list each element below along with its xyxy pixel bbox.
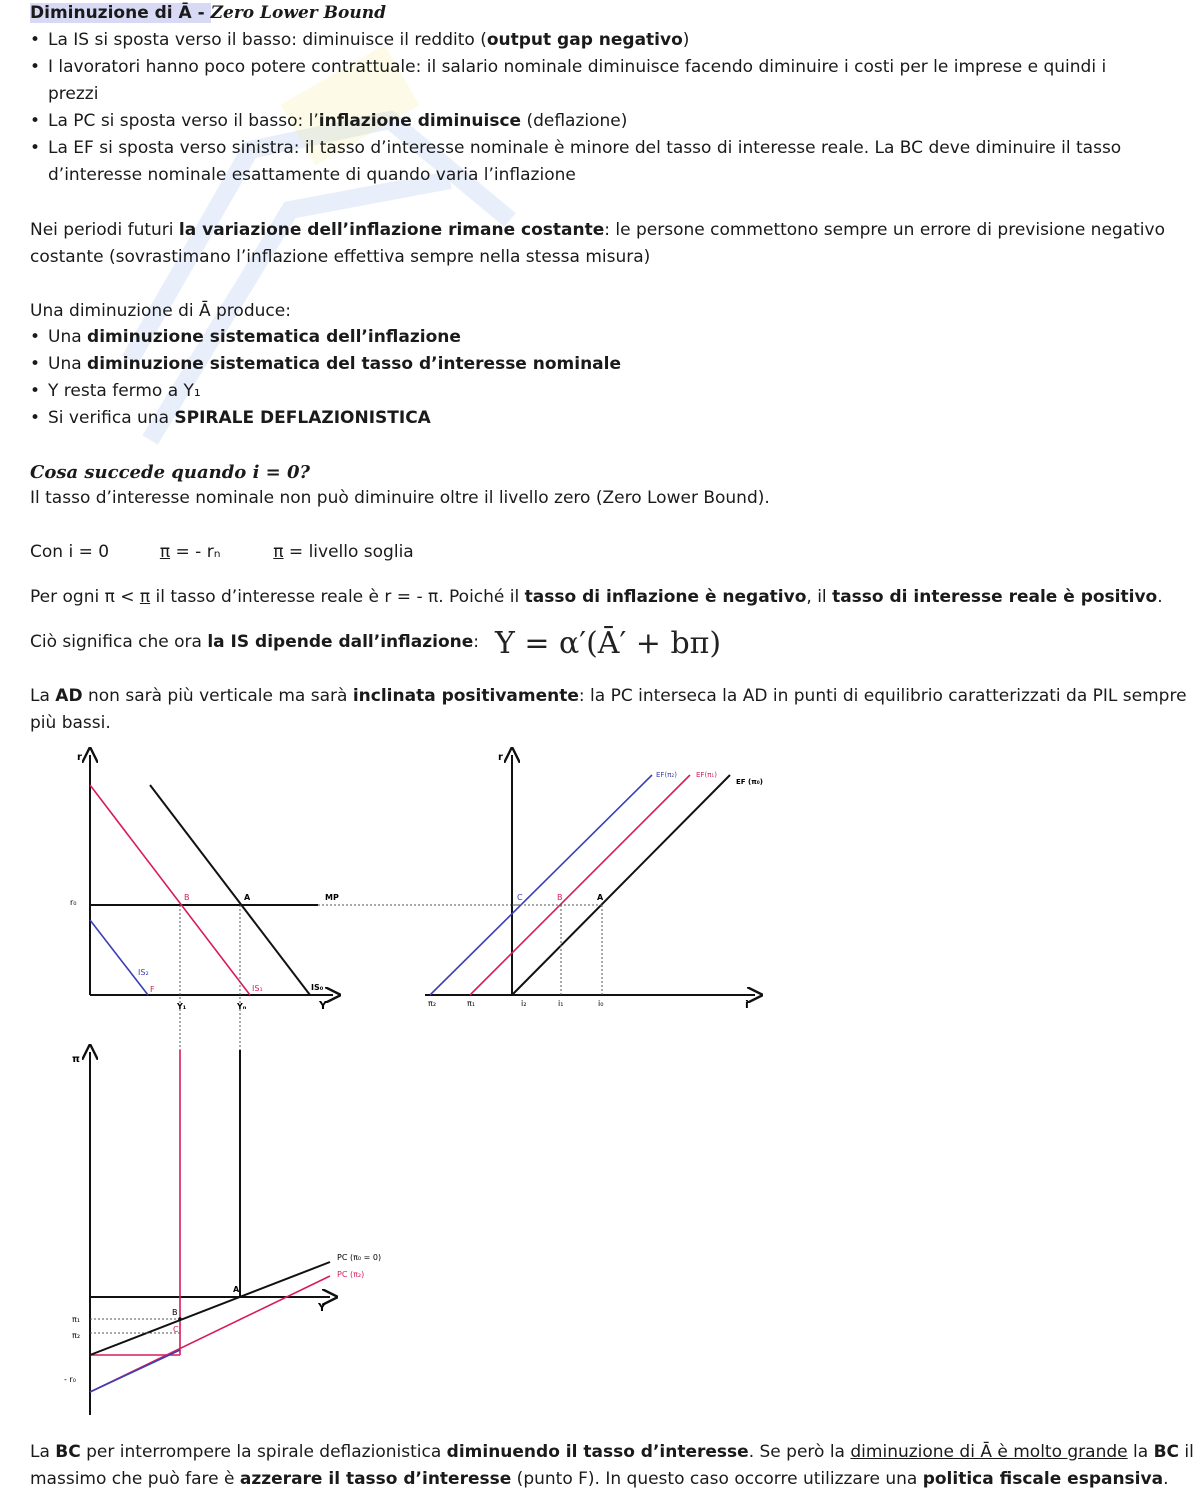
per-ogni-line: Per ogni π < π il tasso d’interesse reale è r = - π. Poiché il tasso di inflazione è negativo, il tasso di interesse reale è positivo.	[30, 587, 1163, 607]
pc-panel	[64, 1050, 381, 1415]
paragraph: Nei periodi futuri la variazione dell’inflazione rimane costante: le persone commettono sempre un errore di previsione negativo	[30, 220, 1165, 240]
is1-label: IS₁	[252, 984, 263, 993]
pc-point-c: C	[173, 1325, 179, 1334]
ef-point-b: B	[557, 893, 563, 902]
final-line2: massimo che può fare è azzerare il tasso d’interesse (punto F). In questo caso occorre utilizzare una politica fiscale espansiva.	[30, 1469, 1169, 1489]
ef2-label: EF(π₂)	[656, 771, 677, 779]
cio-line: Ciò significa che ora la IS dipende dall’inflazione:	[30, 632, 479, 652]
point-a: A	[244, 893, 251, 902]
pc-point-a: A	[233, 1285, 240, 1294]
list-intro: Una diminuzione di Ā produce:	[30, 301, 291, 321]
heading-prefix: Diminuzione di Ā -	[30, 3, 211, 23]
ef1-line	[470, 775, 690, 995]
pi2-label: π₂	[428, 999, 437, 1008]
r0-label: r₀	[70, 898, 77, 907]
yn-label: Yₙ	[237, 1002, 247, 1011]
is2-curve	[90, 920, 148, 995]
heading-italic: Zero Lower Bound	[210, 3, 386, 23]
ef-r-axis-label: r	[498, 752, 503, 763]
ef1-label: EF(π₁)	[696, 771, 717, 779]
pc-y-axis-label: Y	[318, 1301, 326, 1314]
ef-point-a: A	[597, 893, 604, 902]
ad-line: La AD non sarà più verticale ma sarà inclinata positivamente: la PC interseca la AD in punti di equilibrio caratterizzati da PIL sempre	[30, 686, 1187, 706]
y1-label: Y₁	[177, 1002, 187, 1011]
is-mp-panel	[70, 752, 520, 1050]
is0-label: IS₀	[311, 983, 324, 992]
is-formula: Y = α′(Ā′ + bπ)	[495, 626, 722, 661]
pc-pi2-label: π₂	[72, 1331, 81, 1340]
zlb-text: Il tasso d’interesse nominale non può diminuire oltre il livello zero (Zero Lower Bound).	[30, 488, 770, 508]
ef0-line	[512, 775, 730, 995]
ef2-line	[430, 775, 652, 995]
is0-curve	[150, 785, 310, 995]
ef-point-c: C	[517, 893, 523, 902]
i0-label: i₀	[598, 999, 604, 1008]
point-f: F	[150, 985, 155, 994]
i-axis-label: i	[745, 998, 749, 1011]
pc-point-b: B	[172, 1308, 178, 1317]
pc-dot-b	[178, 1317, 182, 1321]
con-line: Con i = 0 π = - rₙ π = livello soglia	[30, 542, 414, 562]
point-b: B	[184, 893, 190, 902]
is1-curve	[90, 785, 250, 995]
ad-line2: più bassi.	[30, 713, 111, 733]
pc-pi1-label: π₁	[72, 1315, 81, 1324]
pc0-curve	[90, 1262, 330, 1355]
pc0-label: PC (π₀ = 0)	[337, 1253, 382, 1262]
final-line1: La BC per interrompere la spirale deflazionistica diminuendo il tasso d’interesse. Se però la diminuzione di Ā è molto grande la BC il	[30, 1442, 1194, 1462]
mp-label: MP	[325, 893, 339, 902]
economic-diagram	[0, 740, 1148, 1430]
y-axis-label: Y	[319, 999, 327, 1012]
is2-label: IS₂	[138, 968, 149, 977]
pc2-label: PC (π₂)	[337, 1270, 365, 1279]
pc-blue-segment	[90, 1350, 180, 1392]
ef-panel	[425, 752, 763, 1011]
section-heading	[30, 2, 386, 24]
ef0-label: EF (π₀)	[736, 778, 764, 786]
i1-label: i₁	[558, 999, 564, 1008]
pi-axis-label: π	[72, 1054, 80, 1065]
neg-r0-label: - r₀	[64, 1375, 76, 1384]
i2-label: i₂	[521, 999, 527, 1008]
pi1-label: π₁	[467, 999, 476, 1008]
r-axis-label: r	[77, 752, 82, 763]
paragraph-line2: costante (sovrastimano l’inflazione effettiva sempre nella stessa misura)	[30, 247, 651, 267]
question-heading: Cosa succede quando i = 0?	[30, 462, 311, 483]
